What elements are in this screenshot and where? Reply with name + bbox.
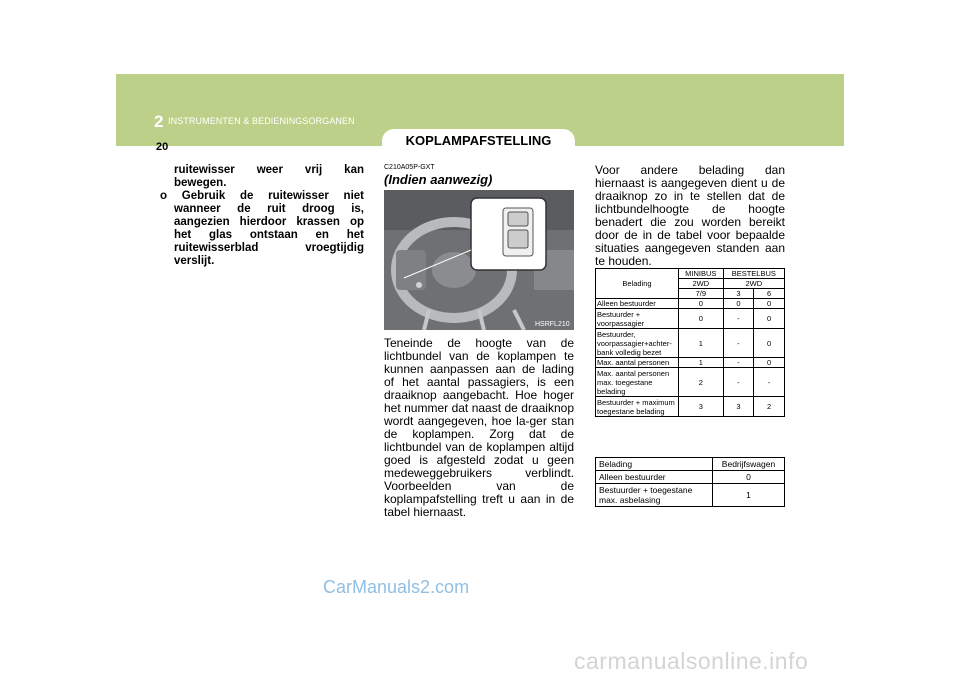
cell: 1: [679, 329, 724, 358]
row-label: Alleen bestuurder: [596, 471, 713, 484]
bestelbus-seats-b: 6: [754, 289, 785, 299]
headlamp-table: [595, 268, 785, 417]
commercial-vehicle-table: [595, 457, 785, 507]
page-number: 20: [156, 141, 169, 153]
table-row: [596, 368, 785, 397]
cell: -: [723, 368, 754, 397]
left-line: o Gebruik de ruitewisser niet: [160, 190, 364, 202]
table-row: [596, 484, 785, 507]
table-row: [596, 329, 785, 358]
table-header-belading: Belading: [596, 269, 679, 299]
image-label: HSRFL210: [535, 321, 570, 328]
row-label: Bestuurder + maximum toegestane belading: [596, 397, 679, 417]
cell: 1: [679, 358, 724, 368]
cell: 0: [723, 299, 754, 309]
table-row: [596, 458, 785, 471]
cell: 0: [713, 471, 785, 484]
cell: -: [723, 329, 754, 358]
cell: -: [723, 309, 754, 329]
row-label: Bestuurder, voorpassagier+achter-bank volledig bezet: [596, 329, 679, 358]
row-label: Max. aantal personen: [596, 358, 679, 368]
table-row: [596, 358, 785, 368]
row-label: Alleen bestuurder: [596, 299, 679, 309]
cell: -: [723, 358, 754, 368]
right-body-text: Voor andere belading dan hiernaast is aangegeven dient u de draaiknop zo in te stellen dat de lichtbundelhoogte de hoogte benadert die zou worden bereikt door de in de tabel voor bepaalde situaties aangegeven standen aan te houden.: [595, 163, 785, 268]
table-row: [596, 309, 785, 329]
col-minibus: MINIBUS: [679, 269, 724, 279]
cell: 0: [679, 299, 724, 309]
middle-body-text: Teneinde de hoogte van de lichtbundel van de koplampen te kunnen aanpassen aan de lading of het aantal passagiers, is een draaiknop aangebacht. Hoe hoger het nummer dat naast de draaiknop wordt aangegeven, hoe la-ger stan de koplampen. Zorg dat de lichtbundel van de koplampen altijd goed is afgesteld zodat u geen medeweggebruikers verblindt. Voorbeelden van de koplampafstelling treft u aan in de tabel hiernaast.: [384, 336, 574, 519]
row-label: Max. aantal personen max. toegestane belading: [596, 368, 679, 397]
cell: 0: [754, 309, 785, 329]
bestelbus-seats-a: 3: [723, 289, 754, 299]
cell: -: [754, 368, 785, 397]
left-line: bewegen.: [174, 177, 227, 189]
col-bestelbus: BESTELBUS: [723, 269, 784, 279]
cell: 1: [713, 484, 785, 507]
bestelbus-drive: 2WD: [723, 279, 784, 289]
cell: 0: [754, 299, 785, 309]
left-column-text: [160, 164, 364, 268]
left-line: aangezien hierdoor krassen op: [174, 216, 364, 228]
table-row: [596, 471, 785, 484]
watermark-top[interactable]: CarManuals2.com: [323, 577, 470, 597]
dashboard-photo: [384, 190, 574, 330]
table-row: [596, 397, 785, 417]
row-label: Bestuurder + voorpassagier: [596, 309, 679, 329]
table-header-bedrijfswagen: Bedrijfswagen: [713, 458, 785, 471]
minibus-drive: 2WD: [679, 279, 724, 289]
left-line: het glas ontstaan en het: [174, 229, 364, 241]
subheading: (Indien aanwezig): [384, 172, 493, 187]
row-label: Bestuurder + toegestane max. asbelasing: [596, 484, 713, 507]
left-line: ruitewisser weer vrij kan: [174, 164, 364, 176]
left-line: wanneer de ruit droog is,: [174, 203, 364, 215]
dashboard-illustration: [384, 190, 574, 330]
cell: 0: [754, 358, 785, 368]
chapter-title: INSTRUMENTEN & BEDIENINGSORGANEN: [168, 116, 355, 126]
table-header-belading: Belading: [596, 458, 713, 471]
cell: 2: [754, 397, 785, 417]
chapter-number: 2: [154, 112, 164, 131]
cell: 3: [679, 397, 724, 417]
watermark-bottom[interactable]: carmanualsonline.info: [574, 648, 809, 674]
section-title: KOPLAMPAFSTELLING: [382, 129, 575, 153]
minibus-seats: 7/9: [679, 289, 724, 299]
table-row: [596, 269, 785, 279]
section-code: C210A05P-GXT: [384, 164, 435, 171]
table-row: [596, 299, 785, 309]
cell: 0: [679, 309, 724, 329]
cell: 3: [723, 397, 754, 417]
cell: 0: [754, 329, 785, 358]
left-line: ruitewisserblad vroegtijdig: [174, 242, 364, 254]
left-line: verslijt.: [174, 255, 215, 267]
cell: 2: [679, 368, 724, 397]
